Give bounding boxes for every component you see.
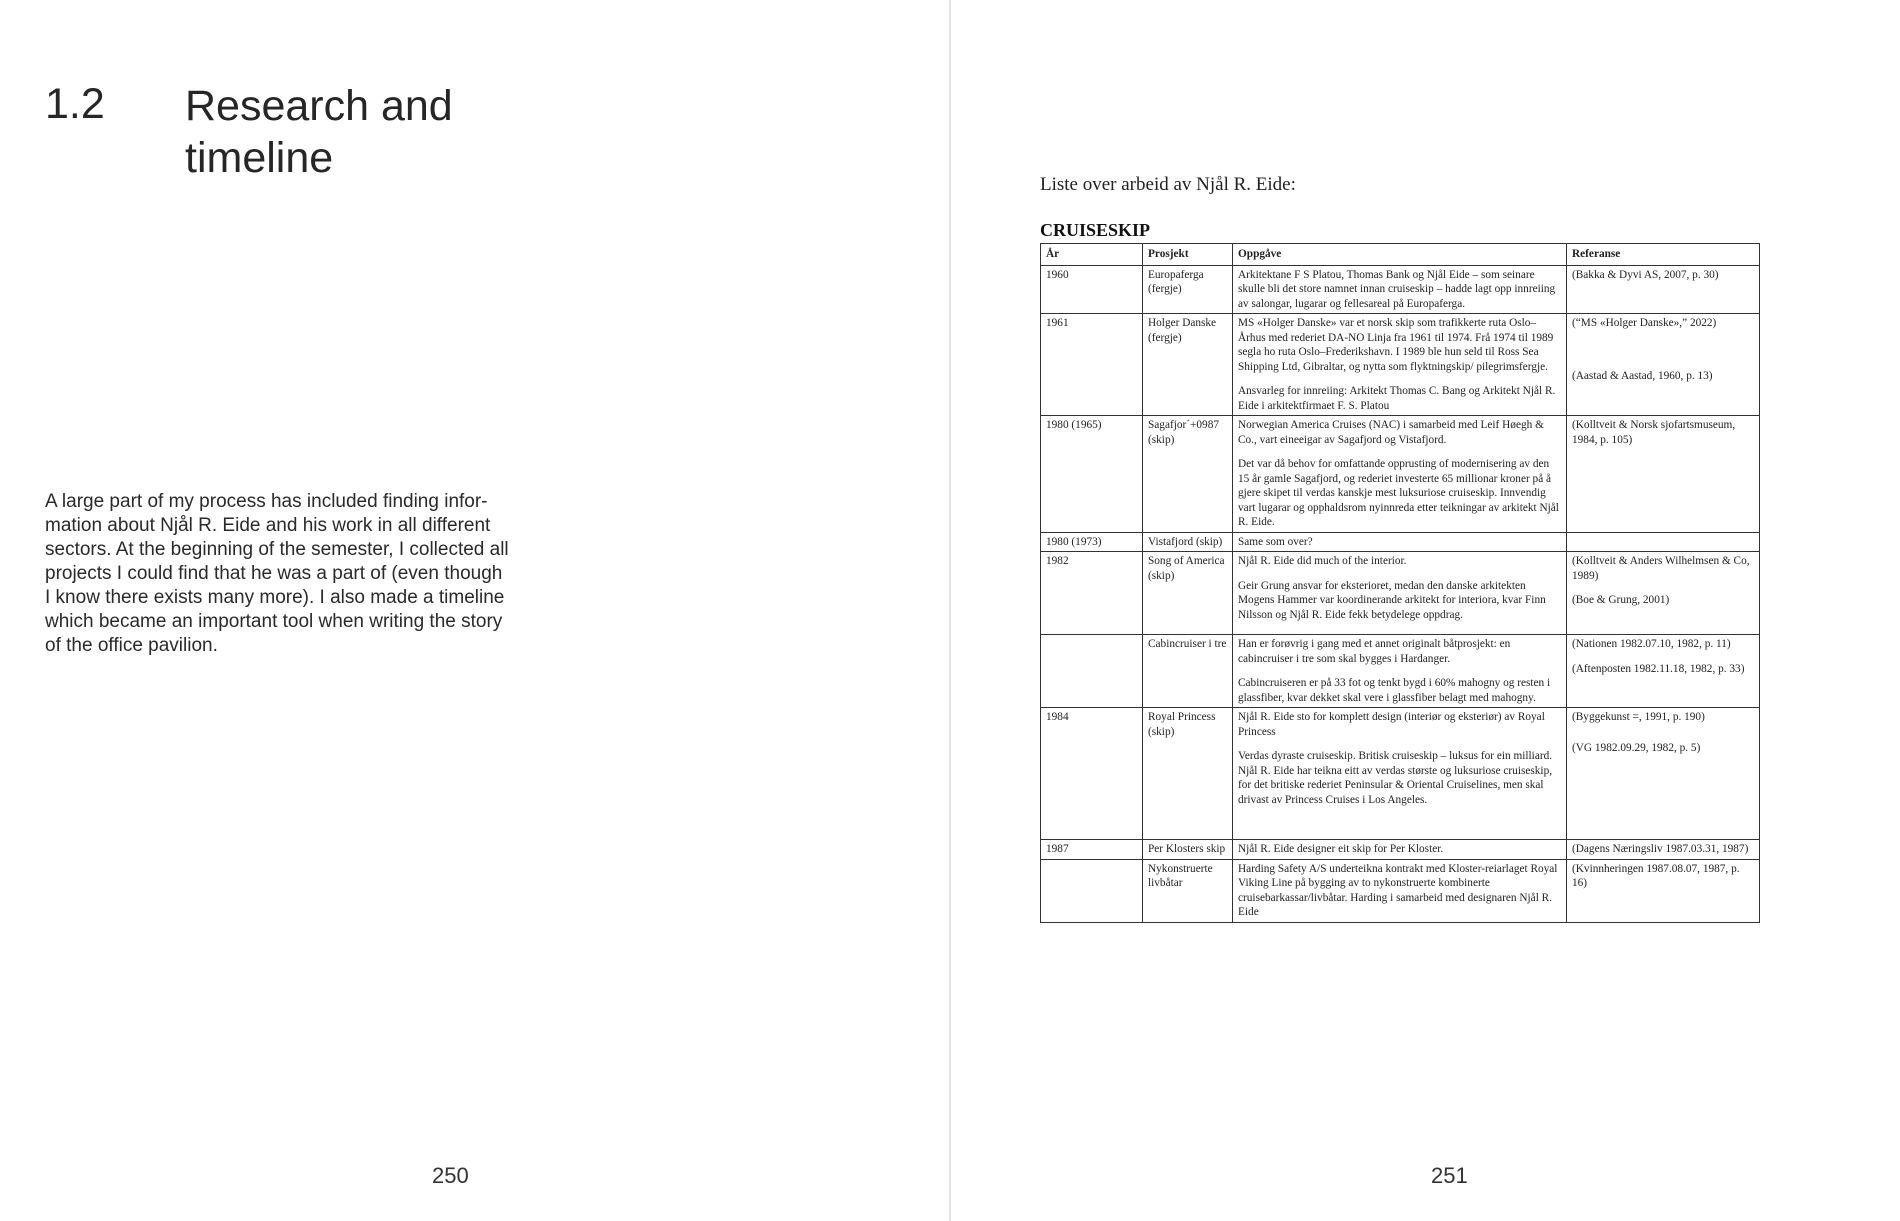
table-row <box>1041 635 1760 708</box>
cell-project: Europaferga (fergje) <box>1143 265 1233 314</box>
cell-reference <box>1567 840 1760 860</box>
cell-reference <box>1567 265 1760 314</box>
page-number-left: 250 <box>432 1163 469 1188</box>
task-paragraph: Geir Grung ansvar for eksterioret, medan den danske arkitekten Mogens Hammer var koordinerande arkitekt for interiora, kvar Finn Nilsson og Njål R. Eide fekk betydelege oppdrag. <box>1238 579 1546 621</box>
table-header-row <box>1041 244 1760 266</box>
reference-text: (Nationen 1982.07.10, 1982, p. 11) <box>1572 638 1731 650</box>
table-row <box>1041 265 1760 314</box>
task-paragraph: Cabincruiseren er på 33 fot og tenkt bygd i 60% mahogny og resten i glassfiber, kvar dekket skal vere i glassfiber belagt med mahogny. <box>1238 677 1551 704</box>
reference-text: (Dagens Næringsliv 1987.03.31, 1987) <box>1572 843 1749 855</box>
section-title <box>185 80 585 184</box>
task-paragraph: Njål R. Eide designer eit skip for Per Kloster. <box>1238 843 1444 855</box>
cell-project: Holger Danske (fergje) <box>1143 314 1233 416</box>
cell-task <box>1233 265 1567 314</box>
intro-line: projects I could find that he was a part of (even though <box>45 563 503 584</box>
cell-reference <box>1567 708 1760 840</box>
document-subheading: CRUISESKIP <box>1040 220 1151 240</box>
task-paragraph: Norwegian America Cruises (NAC) i samarbeid med Leif Høegh & Co., vart eineeigar av Sagafjord og Vistafjord. <box>1238 419 1544 446</box>
cell-year: 1980 (1973) <box>1041 532 1143 552</box>
table-row <box>1041 416 1760 533</box>
reference-text: (“MS «Holger Danske»,” 2022) <box>1572 317 1717 329</box>
cell-task <box>1233 314 1567 416</box>
cell-task <box>1233 859 1567 922</box>
reference-text: (Boe & Grung, 2001) <box>1572 594 1670 606</box>
reference-text: (Kolltveit & Norsk sjofartsmuseum, 1984, p. 105) <box>1572 419 1736 446</box>
section-number: 1.2 <box>45 80 105 128</box>
cell-year: 1960 <box>1041 265 1143 314</box>
intro-line: of the office pavilion. <box>45 635 218 656</box>
task-paragraph: Han er forøvrig i gang med et annet originalt båtprosjekt: en cabincruiser i tre som skal bygges i Hardanger. <box>1238 638 1511 665</box>
cell-project: Vistafjord (skip) <box>1143 532 1233 552</box>
intro-line: I know there exists many more). I also made a timeline <box>45 587 505 608</box>
cell-project: Sagafjor´+0987 (skip) <box>1143 416 1233 533</box>
reference-text: (VG 1982.09.29, 1982, p. 5) <box>1572 741 1701 754</box>
cell-year: 1984 <box>1041 708 1143 840</box>
table-row <box>1041 552 1760 635</box>
intro-line: sectors. At the beginning of the semester, I collected all <box>45 539 509 560</box>
task-paragraph: Same som over? <box>1238 535 1313 548</box>
task-paragraph: MS «Holger Danske» var et norsk skip som trafikkerte ruta Oslo–Århus med rederiet DA-NO Linja fra 1961 til 1974. Frå 1974 til 1989 segla ho ruta Oslo–Frederikshavn. I 1989 ble hun seld til Ross Sea Shipping Ltd, Gibraltar, og nytta som flyktningskip/ pilegrimsfergje. <box>1238 317 1554 373</box>
cell-reference <box>1567 859 1760 922</box>
document-heading: Liste over arbeid av Njål R. Eide: <box>1040 174 1296 195</box>
cell-reference <box>1567 416 1760 533</box>
header-task: Oppgåve <box>1233 244 1567 266</box>
cell-year: 1987 <box>1041 840 1143 860</box>
table-row <box>1041 532 1760 552</box>
header-year: År <box>1041 244 1143 266</box>
cell-year <box>1041 859 1143 922</box>
cell-reference <box>1567 552 1760 635</box>
reference-text: (Kolltveit & Anders Wilhelmsen & Co, 1989) <box>1572 555 1750 582</box>
reference-text: (Kvinnheringen 1987.08.07, 1987, p. 16) <box>1572 862 1740 889</box>
task-paragraph: Ansvarleg for innreiing: Arkitekt Thomas C. Bang og Arkitekt Njål R. Eide i arkitektfirmaet F. S. Platou <box>1238 385 1556 412</box>
cell-project: Nykonstruerte livbåtar <box>1143 859 1233 922</box>
reference-text: (Byggekunst =, 1991, p. 190) <box>1572 711 1705 723</box>
task-paragraph: Verdas dyraste cruiseskip. Britisk cruiseskip – luksus for ein milliard. Njål R. Eide har teikna eitt av verdas største og luksuriose cruiseskip, for det britiske rederiet Peninsular & Oriental Cruiselines, men skal drivast av Princess Cruises i Los Angeles. <box>1238 750 1553 806</box>
cell-task <box>1233 635 1567 708</box>
cell-year: 1961 <box>1041 314 1143 416</box>
cell-task <box>1233 416 1567 533</box>
task-paragraph: Njål R. Eide did much of the interior. <box>1238 555 1407 567</box>
cell-reference <box>1567 532 1760 552</box>
section-title-line: timeline <box>185 134 334 182</box>
task-paragraph: Det var då behov for omfattande opprusting of modernisering av den 15 år gamle Sagafjord, og rederiet investerte 65 millionar kroner på å gjere skipet til verdas kanskje mest luksuriose cruiseskip. Innvendig vart lugarar og opphaldsrom nyinnreda etter teikningar av arkitekt Njål R. Eide. <box>1238 458 1559 528</box>
left-page <box>0 0 949 1221</box>
works-table <box>1040 243 1760 923</box>
cell-task <box>1233 840 1567 860</box>
cell-project: Royal Princess (skip) <box>1143 708 1233 840</box>
cell-task <box>1233 532 1567 552</box>
reference-text: (Aftenposten 1982.11.18, 1982, p. 33) <box>1572 662 1745 675</box>
task-paragraph: Arkitektane F S Platou, Thomas Bank og Njål Eide – som seinare skulle bli det store namnet innan cruiseskip – hadde lagt opp innreiing av salongar, lugarar og fellesareal på Europaferga. <box>1238 268 1556 310</box>
table-row <box>1041 840 1760 860</box>
cell-project: Song of America (skip) <box>1143 552 1233 635</box>
cell-year: 1980 (1965) <box>1041 416 1143 533</box>
table-row <box>1041 314 1760 416</box>
cell-reference <box>1567 635 1760 708</box>
header-reference: Referanse <box>1567 244 1760 266</box>
task-paragraph: Njål R. Eide sto for komplett design (interiør og eksteriør) av Royal Princess <box>1238 711 1545 738</box>
cell-task <box>1233 708 1567 840</box>
header-project: Prosjekt <box>1143 244 1233 266</box>
intro-line: which became an important tool when writing the story <box>45 611 503 632</box>
page-number-right: 251 <box>1431 1163 1468 1188</box>
intro-line: mation about Njål R. Eide and his work in all different <box>45 515 491 536</box>
right-page <box>951 0 1900 1221</box>
table-row <box>1041 708 1760 840</box>
cell-year: 1982 <box>1041 552 1143 635</box>
intro-paragraph <box>45 490 525 658</box>
intro-line: A large part of my process has included finding infor- <box>45 491 488 512</box>
cell-project: Cabincruiser i tre <box>1143 635 1233 708</box>
reference-text: (Aastad & Aastad, 1960, p. 13) <box>1572 369 1713 382</box>
cell-project: Per Klosters skip <box>1143 840 1233 860</box>
table-row <box>1041 859 1760 922</box>
cell-task <box>1233 552 1567 635</box>
reference-text: (Bakka & Dyvi AS, 2007, p. 30) <box>1572 268 1719 281</box>
section-title-line: Research and <box>185 82 453 130</box>
cell-year <box>1041 635 1143 708</box>
cell-reference <box>1567 314 1760 416</box>
task-paragraph: Harding Safety A/S underteikna kontrakt med Kloster-reiarlaget Royal Viking Line på bygging av to nykonstruerte kombinerte cruisebarkassar/livbåtar. Harding i samarbeid med designaren Njål R. Eide <box>1238 862 1558 918</box>
